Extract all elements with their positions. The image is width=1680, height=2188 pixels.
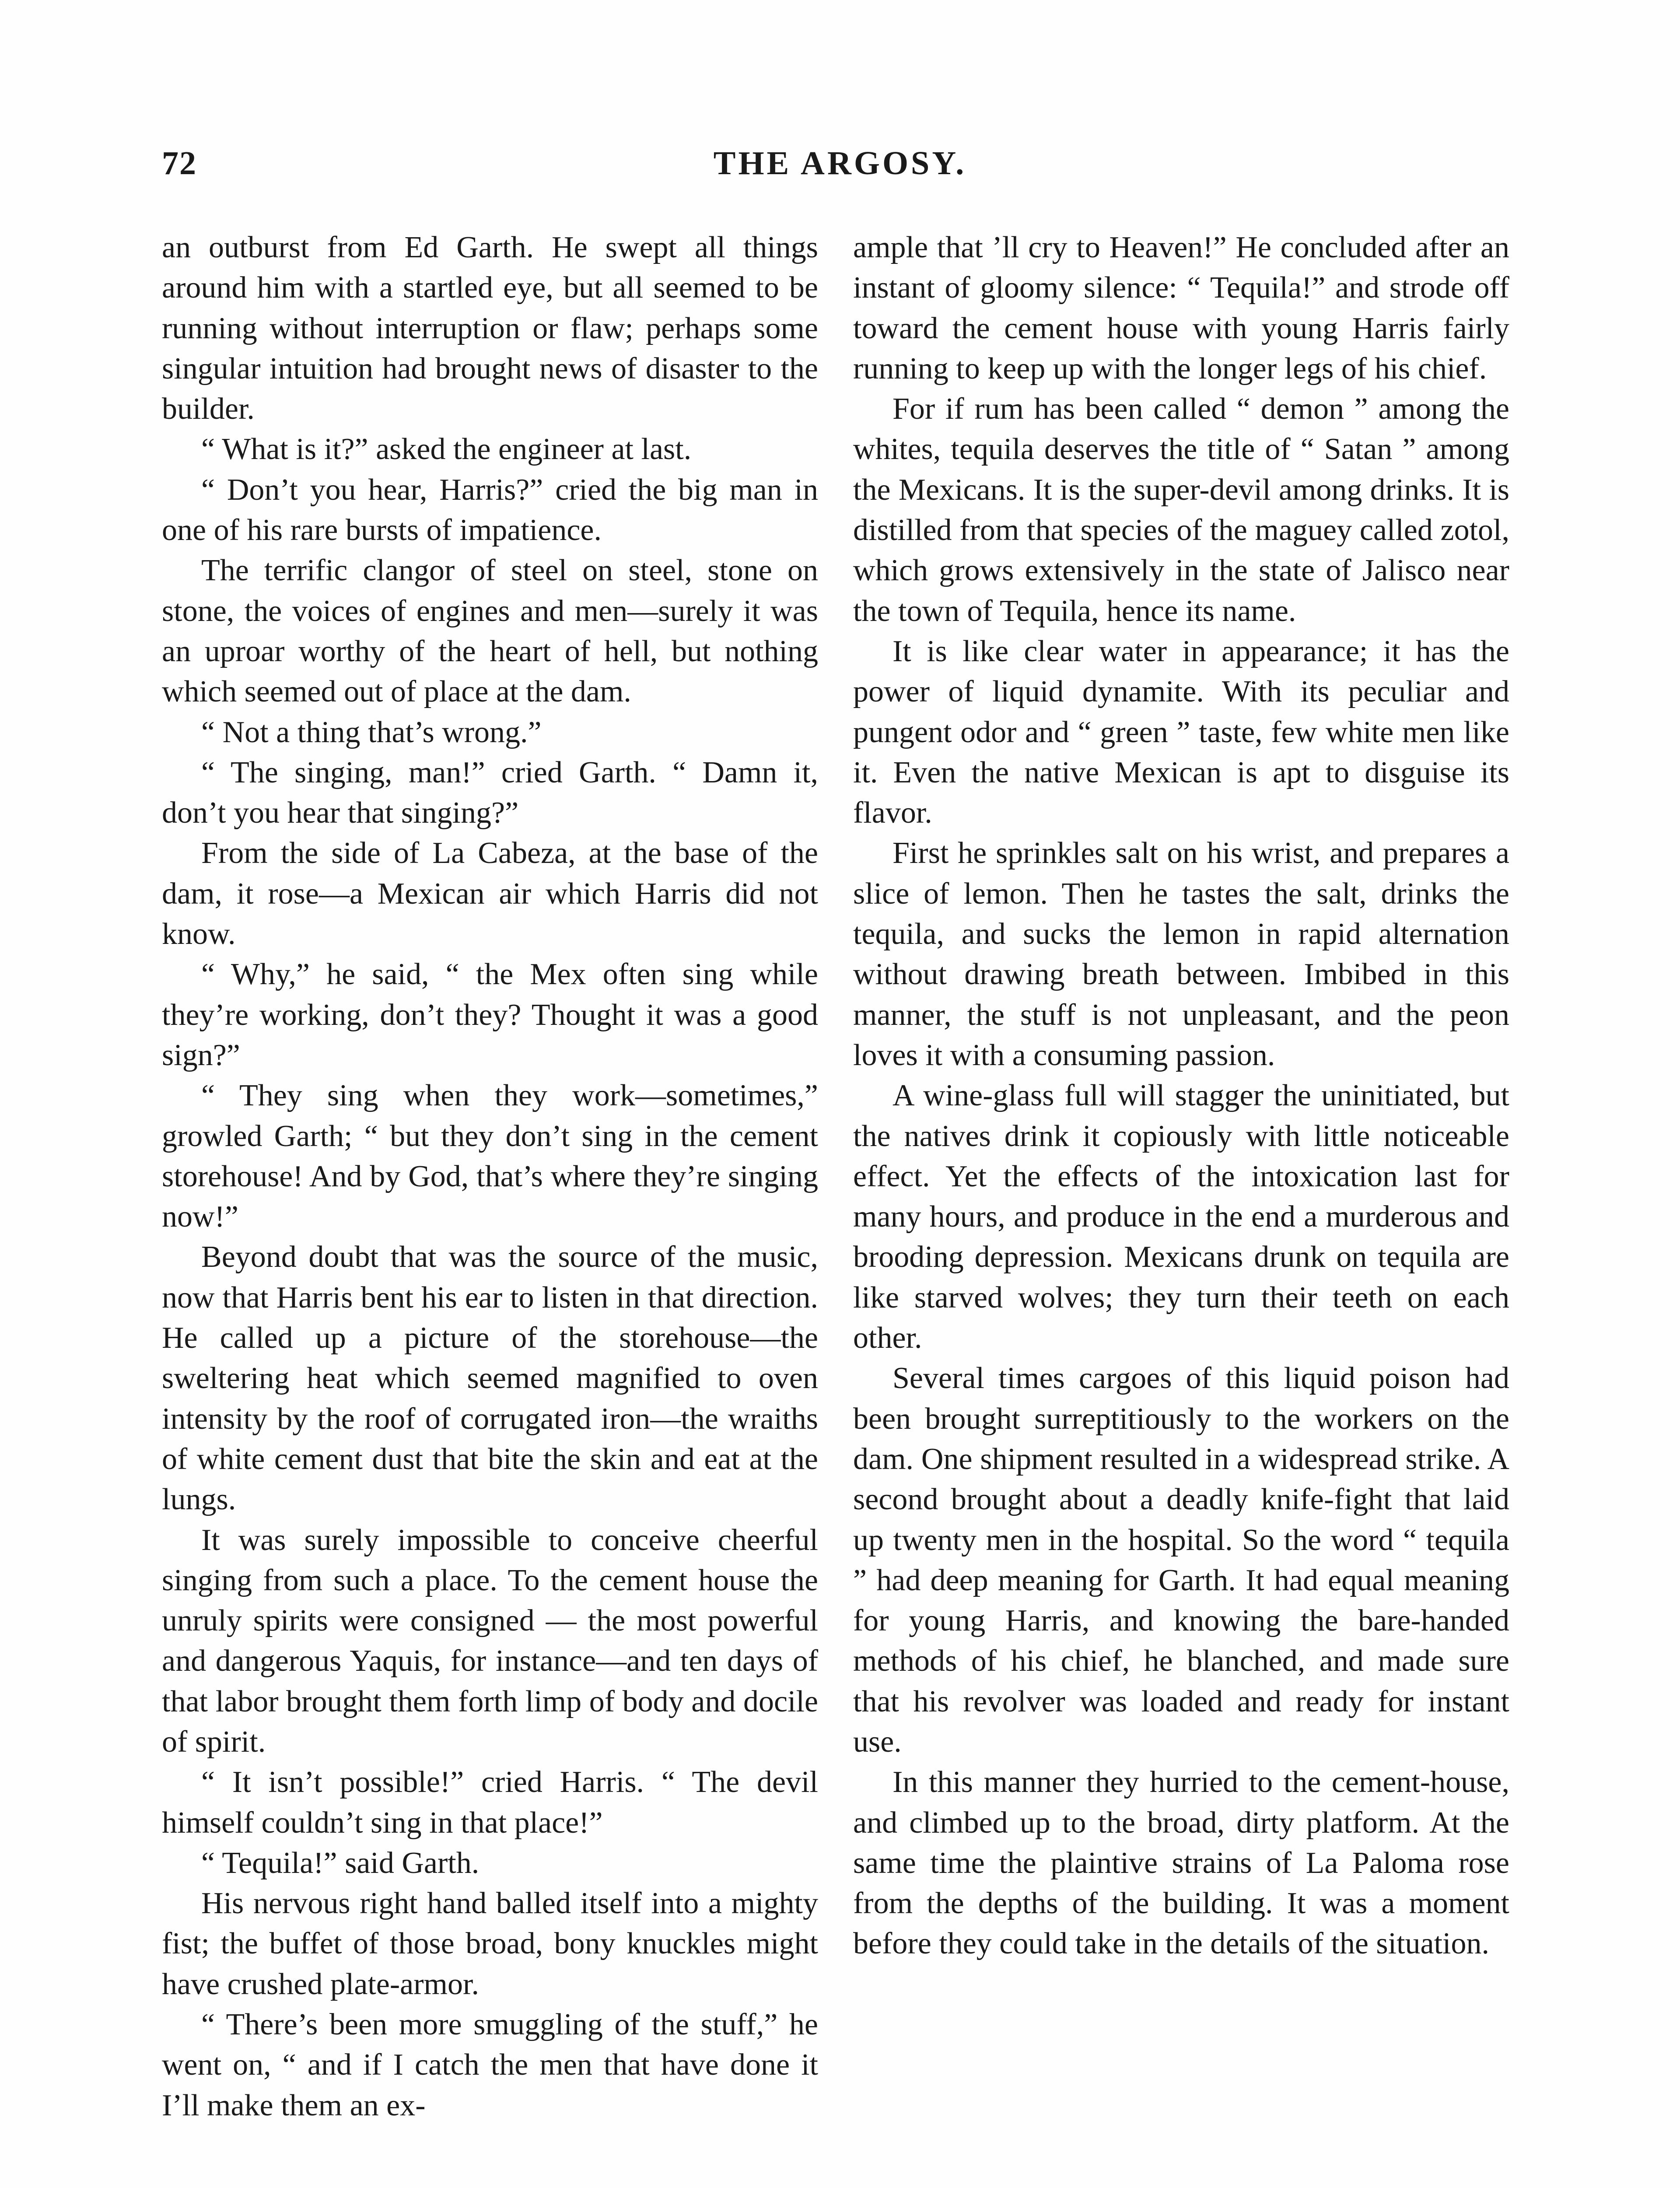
paragraph: “ Tequila!” said Garth. — [201, 1846, 480, 1880]
paragraph: For if rum has been called “ demon ” among the whites, tequila deserves the title of “ Satan ” among the Mexicans. It is the super-devil among drinks. It is distilled from that species of the maguey called zotol, which grows extensively in the state of Jalisco near the town of Tequila, hence its name. — [853, 392, 1509, 628]
paragraph: It is like clear water in appearance; it has the power of liquid dynamite. With its peculiar and pungent odor and “ green ” taste, few white men like it. Even the native Mexican is apt to disguise its flavor. — [853, 634, 1509, 830]
paragraph: “ The singing, man!” cried Garth. “ Damn it, don’t you hear that singing?” — [162, 755, 818, 830]
paragraph: A wine-glass full will stagger the uninitiated, but the natives drink it copiously with little noticeable effect. Yet the effects of the intoxication last for many hours, and produce in the end a murderous and brooding depression. Mexicans drunk on tequila are like starved wolves; they turn their teeth on each other. — [853, 1079, 1509, 1355]
paragraph: ample that ’ll cry to Heaven!” He concluded after an instant of gloomy silence: “ Tequila!” and strode off toward the cement house with young Harris fairly running to keep up with the longer legs of his chief. — [853, 231, 1509, 386]
page-number: 72 — [162, 145, 197, 182]
paragraph: First he sprinkles salt on his wrist, and prepares a slice of lemon. Then he tastes the salt, drinks the tequila, and sucks the lemon in rapid alternation without drawing breath between. Imbibed in this manner, the stuff is not unpleasant, and the peon loves it with a consuming passion. — [853, 836, 1509, 1072]
paragraph: His nervous right hand balled itself into a mighty fist; the buffet of those broad, bony knuckles might have crushed plate-armor. — [162, 1886, 818, 2001]
paragraph: “ What is it?” asked the engineer at last. — [201, 432, 692, 466]
running-title: THE ARGOSY. — [713, 145, 967, 182]
paragraph: “ There’s been more smuggling of the stuff,” he went on, “ and if I catch the men that have done it I’ll make them an ex- — [162, 2008, 818, 2122]
paragraph: Beyond doubt that was the source of the music, now that Harris bent his ear to listen in that direction. He called up a picture of the storehouse—the sweltering heat which seemed magnified to oven intensity by the roof of corrugated iron—the wraiths of white cement dust that bite the skin and eat at the lungs. — [162, 1240, 818, 1517]
right-text-column — [853, 228, 1509, 1964]
page-header — [162, 144, 1518, 197]
paragraph: It was surely impossible to conceive cheerful singing from such a place. To the cement house the unruly spirits were consigned — the most powerful and dangerous Yaquis, for instance—and ten days of that labor brought them forth limp of body and docile of spirit. — [162, 1523, 818, 1759]
paragraph: The terrific clangor of steel on steel, stone on stone, the voices of engines and men—surely it was an uproar worthy of the heart of hell, but nothing which seemed out of place at the dam. — [162, 554, 818, 709]
paragraph: “ Why,” he said, “ the Mex often sing while they’re working, don’t they? Thought it was a good sign?” — [162, 957, 818, 1072]
paragraph: From the side of La Cabeza, at the base of the dam, it rose—a Mexican air which Harris did not know. — [162, 836, 818, 951]
paragraph: an outburst from Ed Garth. He swept all things around him with a startled eye, but all seemed to be running without interruption or flaw; perhaps some singular intuition had brought news of disaster to the builder. — [162, 231, 818, 426]
paragraph: “ They sing when they work—sometimes,” growled Garth; “ but they don’t sing in the cement storehouse! And by God, that’s where they’re singing now!” — [162, 1079, 818, 1234]
paragraph: In this manner they hurried to the cement-house, and climbed up to the broad, dirty platform. At the same time the plaintive strains of La Paloma rose from the depths of the building. It was a moment before they could take in the details of the situation. — [853, 1765, 1509, 1961]
paragraph: “ Don’t you hear, Harris?” cried the big man in one of his rare bursts of impatience. — [162, 473, 818, 547]
paragraph: “ It isn’t possible!” cried Harris. “ The devil himself couldn’t sing in that place!” — [162, 1765, 818, 1840]
paragraph: Several times cargoes of this liquid poison had been brought surreptitiously to the workers on the dam. One shipment resulted in a widespread strike. A second brought about a deadly knife-fight that laid up twenty men in the hospital. So the word “ tequila ” had deep meaning for Garth. It had equal meaning for young Harris, and knowing the bare-handed methods of his chief, he blanched, and made sure that his revolver was loaded and ready for instant use. — [853, 1361, 1509, 1759]
left-text-column — [162, 228, 818, 2126]
paragraph: “ Not a thing that’s wrong.” — [201, 715, 542, 749]
